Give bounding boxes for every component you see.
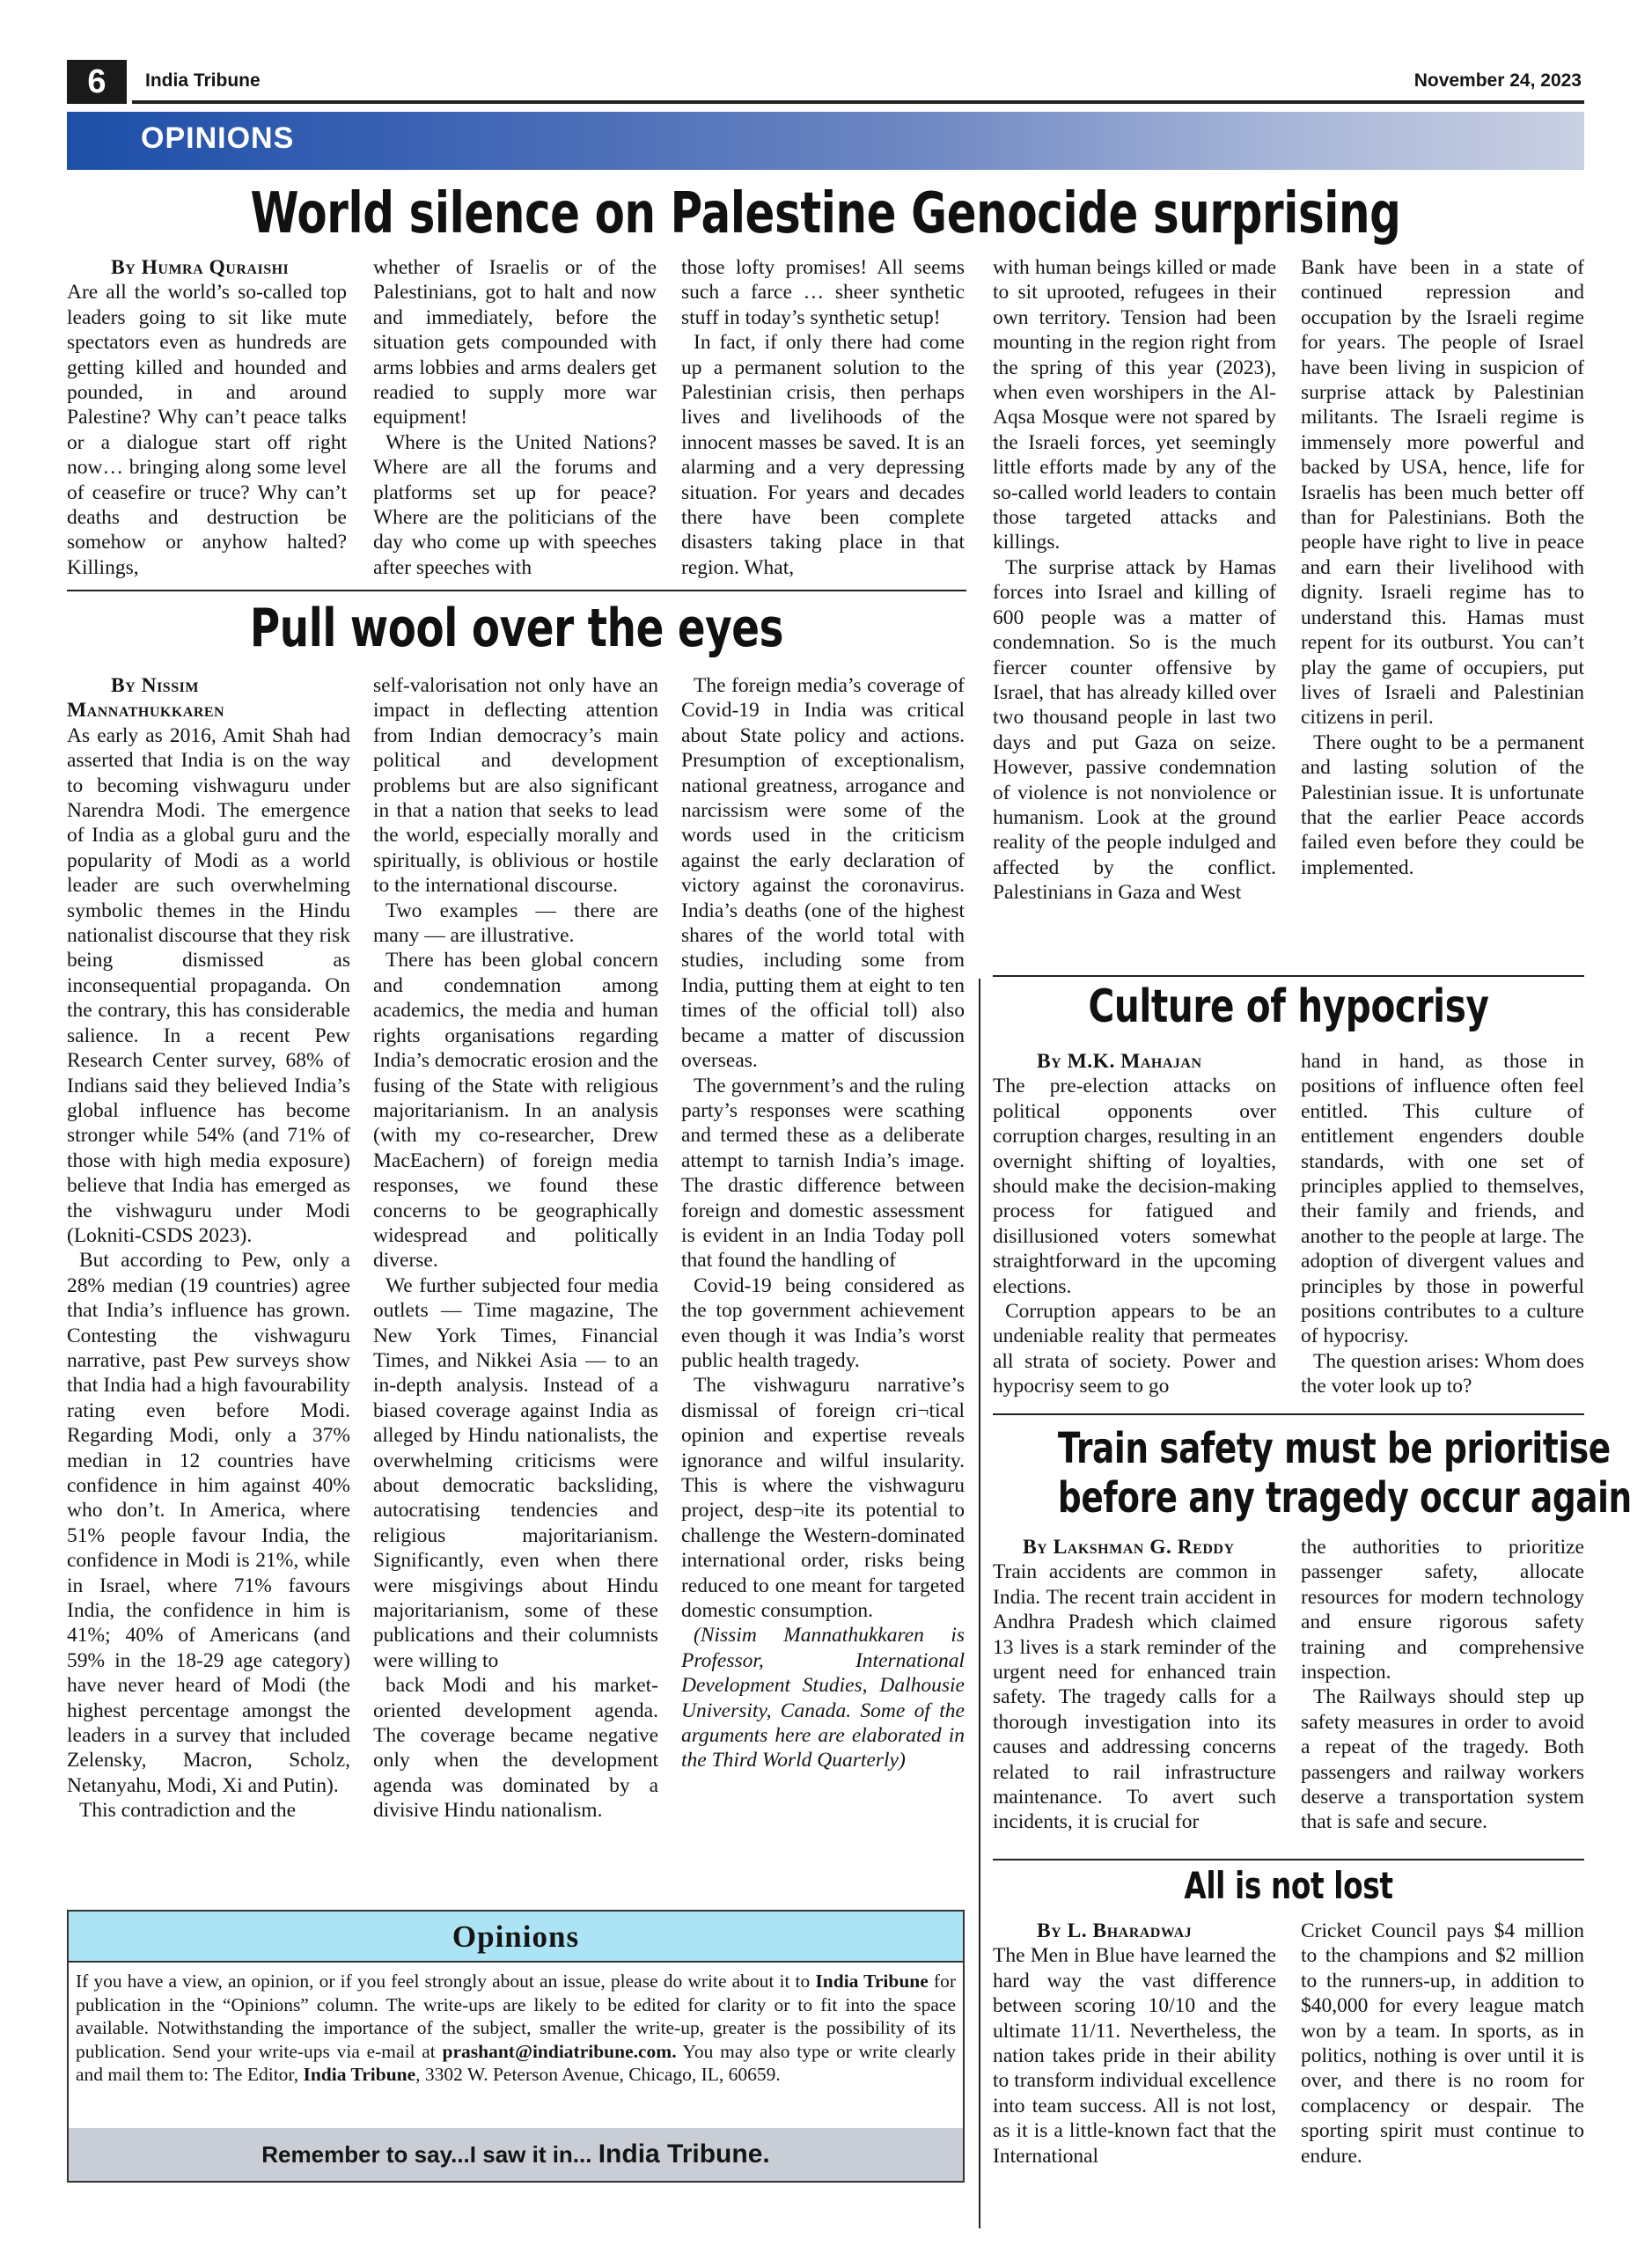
article4-headline	[1057, 1424, 1632, 1523]
article1-paragraph: There ought to be a permanent and lasting solution of the Palestinian issue. It is unfortunate that the earlier Peace accords failed even before they could be implemented.	[1301, 730, 1584, 879]
article1-col3	[681, 255, 965, 586]
author-credit: (Nissim Mannathukkaren is Professor, International Development Studies, Dalhousie University, Canada. Some of the arguments here are elaborated in the Third World Quarterly)	[681, 1624, 965, 1772]
article2-paragraph: self-valorisation not only have an impact in deflecting attention from Indian democracy’s main political and development problems but are also significant in that a nation that seeks to lead the world, especially morally and spiritually, is oblivious or hostile to the international discourse.	[373, 674, 658, 898]
article4-headline-line1: Train safety must be prioritise	[1057, 1424, 1611, 1473]
article5-divider	[993, 1859, 1584, 1860]
article4-divider	[993, 1413, 1584, 1415]
article1-byline: By Humra Quraishi	[111, 256, 290, 279]
header-rule	[132, 100, 1584, 104]
article2-headline: Pull wool over the eyes	[249, 598, 784, 659]
article5-col1	[993, 1919, 1276, 2235]
column-divider	[979, 979, 980, 2228]
section-title: OPINIONS	[141, 121, 295, 155]
article2-paragraph: Two examples — there are many — are illustrative.	[373, 899, 658, 948]
article1-paragraph: In fact, if only there had come up a permanent solution to the Palestinian crisis, then perhaps lives and livelihoods of the innocent masses be saved. It is an alarming and a very depressing situation. For years and decades there have been complete disasters taking place in that region. What,	[681, 331, 965, 579]
article1-paragraph: Where is the United Nations? Where are all the forums and platforms set up for peace? Where are the politicians of the day who come up with speeches after speeches with	[373, 430, 657, 579]
article4-col2	[1301, 1535, 1584, 1860]
article1-col1	[67, 255, 347, 586]
article1-paragraph: whether of Israelis or of the Palestinians, got to halt and now and immediately, before the situation gets compounded with arms lobbies and arms dealers get readied to supply more war equipment!	[373, 256, 657, 429]
article2-paragraph: back Modi and his market-oriented development agenda. The coverage became negative only when the development agenda was dominated by a divisive Hindu nationalism.	[373, 1674, 658, 1823]
article4-paragraph: the authorities to prioritize passenger safety, allocate resources for modern technology and ensure rigorous safety training and comprehensive inspection.	[1301, 1536, 1584, 1684]
footer-text: Remember to say...I saw it in...	[261, 2141, 598, 2168]
article2-col2	[373, 673, 658, 1905]
article1-paragraph: with human beings killed or made to sit uprooted, refugees in their own territory. Tension had been mounting in the region right from the spring of this year (2023), when even worshipers in the Al-Aqsa Mosque were not spared by the Israeli forces, yet seemingly little efforts made by any of the so-called world leaders to contain those targeted attacks and killings.	[993, 256, 1276, 554]
article2-paragraph: We further subjected four media outlets — Time magazine, The New York Times, Financial Times, and Nikkei Asia — to an in-depth analysis. Instead of a biased coverage against India as alleged by Hindu nationalists, the overwhelming criticisms were about democratic backsliding, autocratising tendencies and religious majoritarianism. Significantly, even when there were misgivings about Hindu majoritarianism, some of these publications and their columnists were willing to	[373, 1273, 658, 1672]
article2-paragraph: The foreign media’s coverage of Covid-19 in India was critical about State policy and actions. Presumption of exceptionalism, national greatness, arrogance and narcissism were some of the words used in the criticism against the early declaration of victory against the coronavirus. India’s deaths (one of the highest shares of the world total with studies, including some from India, putting them at eight to ten times of the official toll) also became a matter of discussion overseas.	[681, 674, 965, 1073]
article3-paragraph: hand in hand, as those in positions of influence often feel entitled. This culture of entitlement engenders double standards, with one set of principles applied to themselves, their family and friends, and another to the people at large. The adoption of divergent values and principles by those in powerful positions contributes to a culture of hypocrisy.	[1301, 1050, 1584, 1348]
article5-byline: By L. Bharadwaj	[1037, 1919, 1193, 1942]
article5-col2	[1301, 1919, 1584, 2235]
article2-paragraph: This contradiction and the	[79, 1799, 297, 1823]
article2-byline: By Nissim Mannathukkaren	[67, 674, 225, 723]
article3-col2	[1301, 1049, 1584, 1410]
article2-paragraph: As early as 2016, Amit Shah had asserted that India is on the way to becoming vishwaguru under Narendra Modi. The emergence of India as a global guru and the popularity of Modi as a world leader are such overwhelming symbolic themes in the Hindu nationalist discourse that they risk being dismissed as inconsequential propaganda. On the contrary, this has considerable salience. In a recent Pew Research Center survey, 68% of Indians said they believed India’s global influence has become stronger while 54% (and 71% of those with high media exposure) believe that India has emerged as the vishwaguru under Modi (Lokniti-CSDS 2023).	[67, 723, 350, 1247]
page-number: 6	[67, 60, 127, 104]
article1-paragraph: The surprise attack by Hamas forces into Israel and killing of 600 people was a matter of condemnation. So is the much fiercer counter offensive by Israel, that has already killed over two thousand people in last two days and put Gaza on seize. However, passive condemnation of violence is not nonviolence or humanism. Look at the ground reality of the people indulged and affected by the conflict. Palestinians in Gaza and West	[993, 555, 1276, 905]
opinions-text: You may also type or write clearly and mail them to: The Editor,	[76, 2040, 956, 2086]
article2-paragraph: The government’s and the ruling party’s responses were scathing and termed these as a deliberate attempt to tarnish India’s image. The drastic difference between foreign and domestic assessment is evident in an India Today poll that found the handling of	[681, 1074, 965, 1273]
opinions-box-body	[76, 1970, 956, 2087]
opinions-box-footer	[69, 2128, 963, 2181]
opinions-text: , 3302 W. Peterson Avenue, Chicago, IL, 60659.	[415, 2064, 781, 2086]
article1-col2	[373, 255, 657, 586]
article1-col4	[993, 255, 1276, 973]
article4-byline: By Lakshman G. Reddy	[1023, 1536, 1235, 1559]
article1-paragraph: Bank have been in a state of continued repression and occupation by the Israeli regime for years. The people of Israel have been living in suspicion of surprise attack by Palestinian militants. The Israeli regime is immensely more powerful and backed by USA, hence, life for Israelis has been much better off than for Palestinians. Both the people have right to live in peace and earn their livelihood with dignity. Israeli regime has to understand this. Hamas must repent for its outburst. You can’t play the game of occupiers, put lives of Israeli and Palestinian citizens in peril.	[1301, 256, 1584, 730]
article1-paragraph: Are all the world’s so-called top leaders going to sit like mute spectators even as hundreds are getting killed and hounded and pounded, in and around Palestine? Why can’t peace talks or a dialogue start off right now… bringing along some level of ceasefire or truce? Why can’t deaths and destruction be somehow or anyhow halted? Killings,	[67, 281, 347, 579]
article5-paragraph: The Men in Blue have learned the hard way the vast difference between scoring 10/10 and the ultimate 11/11. Nevertheless, the nation takes pride in their ability to transform individual excellence into team success. All is not lost, as it is a little-known fact that the International	[993, 1944, 1276, 2168]
article1-divider	[67, 590, 966, 591]
article4-col1	[993, 1535, 1276, 1860]
article5-paragraph: Cricket Council pays $4 million to the champions and $2 million to the runners-up, in addition to $40,000 for every league match won by a team. In sports, as in politics, nothing is over until it is over, and there is no room for complacency or despair. The sporting spirit must continue to endure.	[1301, 1919, 1584, 2168]
opinions-text: If you have a view, an opinion, or if you feel strongly about an issue, please do write about it to	[76, 1970, 816, 1992]
article2-col3	[681, 673, 965, 1905]
article2-paragraph: There has been global concern and condemnation among academics, the media and human rights organisations regarding India’s democratic erosion and the fusing of the State with religious majoritarianism. In an analysis (with my co-researcher, Drew MacEachern) of foreign media responses, we found these concerns to be geographically widespread and politically diverse.	[373, 949, 658, 1273]
publication-name: India Tribune	[145, 70, 261, 91]
article2-paragraph: The vishwaguru narrative’s dismissal of foreign cri¬tical opinion and expertise reveals ignorance and wilful insularity. This is where the vishwaguru project, desp¬ite its potential to challenge the Western-dominated international order, risks being reduced to one meant for targeted domestic consumption.	[681, 1374, 965, 1623]
article3-headline: Culture of hypocrisy	[1088, 980, 1489, 1033]
submission-email[interactable]: prashant@indiatribune.com.	[442, 2040, 677, 2062]
article3-col1	[993, 1049, 1276, 1410]
article2-paragraph: But according to Pew, only a 28% median (19 countries) agree that India’s influence has grown. Contesting the vishwaguru narrative, past Pew surveys show that India had a high favourability rating even before Modi. Regarding Modi, only a 37% median in 12 countries have confidence in him against 40% who don’t. In America, where 51% people favour India, the confidence in Modi is 21%, while in Israel, where 71% favours India, the confidence in him is 41%; 40% of Americans (and 59% in the 18-29 age category) have never heard of Modi (the highest percentage amongst the leaders in a survey that included Zelensky, Macron, Scholz, Netanyahu, Modi, Xi and Putin).	[67, 1249, 350, 1797]
article1-paragraph: those lofty promises! All seems such a farce … sheer synthetic stuff in today’s synthetic setup!	[681, 256, 965, 329]
article3-paragraph: The pre-election attacks on political opponents over corruption charges, resulting in an overnight shifting of loyalties, should make the decision-making process for fatigued and disillusioned voters somewhat straightforward in the upcoming elections.	[993, 1075, 1276, 1298]
article4-paragraph: Train accidents are common in India. The recent train accident in Andhra Pradesh which claimed 13 lives is a stark reminder of the urgent need for enhanced train safety. The tragedy calls for a thorough investigation into its causes and addressing concerns related to rail infrastructure maintenance. To avert such incidents, it is crucial for	[993, 1560, 1276, 1834]
article3-paragraph: Corruption appears to be an undeniable reality that permeates all strata of society. Power and hypocrisy seem to go	[993, 1300, 1276, 1398]
article1-col5	[1301, 255, 1584, 973]
article4-headline-line2: before any tragedy occur again	[1057, 1473, 1632, 1523]
article3-paragraph: The question arises: Whom does the voter look up to?	[1301, 1349, 1584, 1398]
article2-paragraph: Covid-19 being considered as the top government achievement even though it was India’s worst public health tragedy.	[681, 1273, 965, 1372]
section-banner	[67, 112, 1584, 170]
publication-name-inline: India Tribune	[815, 1970, 929, 1992]
opinions-box	[67, 1910, 965, 2183]
footer-brand: India Tribune.	[598, 2139, 770, 2169]
article3-divider	[993, 975, 1584, 977]
opinions-box-title: Opinions	[69, 1912, 963, 1963]
opinions-text: for publication in the “Opinions” column. The write-ups are likely to be edited for clarity or to fit into the space available. Notwithstanding the importance of the subject, smaller the write-up, greater is the possibility of its publication. Send your write-ups via e-mail at	[76, 1970, 956, 2062]
article3-byline: By M.K. Mahajan	[1037, 1050, 1202, 1073]
issue-date: November 24, 2023	[1413, 70, 1582, 91]
publication-name-inline: India Tribune	[303, 2064, 416, 2086]
article4-paragraph: The Railways should step up safety measures in order to avoid a repeat of the tragedy. Both passengers and railway workers deserve a transportation system that is safe and secure.	[1301, 1685, 1584, 1834]
article5-headline: All is not lost	[1184, 1864, 1393, 1907]
article1-headline: World silence on Palestine Genocide surprising	[250, 181, 1401, 246]
article2-col1	[67, 673, 350, 1905]
